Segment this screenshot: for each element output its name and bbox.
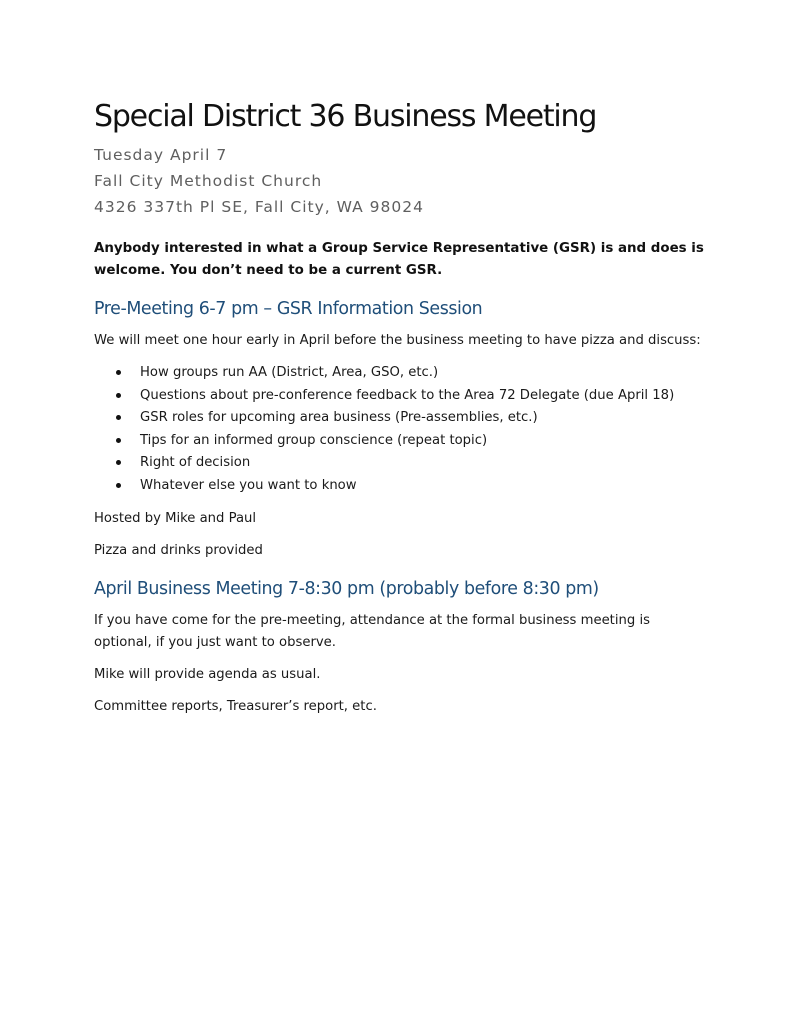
meeting-venue: Fall City Methodist Church: [94, 172, 323, 190]
pre-meeting-heading: Pre-Meeting 6-7 pm – GSR Information Session: [94, 299, 483, 319]
meeting-details: [94, 142, 714, 220]
list-item: [94, 430, 714, 453]
list-item-text: Whatever else you want to know: [140, 477, 357, 493]
bullet-icon: [116, 393, 121, 398]
list-item: [94, 362, 714, 385]
attendance-line: If you have come for the pre-meeting, attendance at the formal business meeting is: [94, 612, 650, 628]
list-item: [94, 475, 714, 498]
reports-note: Committee reports, Treasurer’s report, etc.: [94, 698, 377, 714]
hosted-by: Hosted by Mike and Paul: [94, 510, 257, 526]
attendance-note: [94, 610, 714, 654]
list-item: [94, 452, 714, 475]
meeting-date: Tuesday April 7: [94, 146, 228, 164]
intro-notice: [94, 238, 714, 282]
intro-line: Anybody interested in what a Group Service Representative (GSR) is and does is: [94, 241, 704, 256]
list-item-text: Tips for an informed group conscience (repeat topic): [140, 432, 488, 448]
pizza-note: Pizza and drinks provided: [94, 542, 263, 558]
bullet-icon: [116, 483, 121, 488]
list-item-text: Right of decision: [140, 455, 251, 471]
discussion-topics-list: [94, 362, 714, 498]
list-item: [94, 407, 714, 430]
attendance-line: optional, if you just want to observe.: [94, 634, 336, 650]
bullet-icon: [116, 460, 121, 465]
agenda-note: Mike will provide agenda as usual.: [94, 666, 321, 682]
bullet-icon: [116, 415, 121, 420]
list-item-text: Questions about pre-conference feedback to the Area 72 Delegate (due April 18): [140, 387, 675, 403]
list-item-text: GSR roles for upcoming area business (Pre-assemblies, etc.): [140, 410, 538, 426]
business-meeting-heading: April Business Meeting 7-8:30 pm (probably before 8:30 pm): [94, 578, 599, 599]
list-item-text: How groups run AA (District, Area, GSO, etc.): [140, 365, 439, 380]
document-page: [94, 96, 714, 718]
list-item: [94, 385, 714, 408]
meeting-address: 4326 337th Pl SE, Fall City, WA 98024: [94, 198, 424, 216]
bullet-icon: [116, 438, 121, 443]
document-title: Special District 36 Business Meeting: [94, 99, 597, 134]
pre-meeting-lead: We will meet one hour early in April before the business meeting to have pizza and discuss:: [94, 333, 701, 348]
intro-line: welcome. You don’t need to be a current GSR.: [94, 263, 443, 278]
bullet-icon: [116, 370, 121, 375]
